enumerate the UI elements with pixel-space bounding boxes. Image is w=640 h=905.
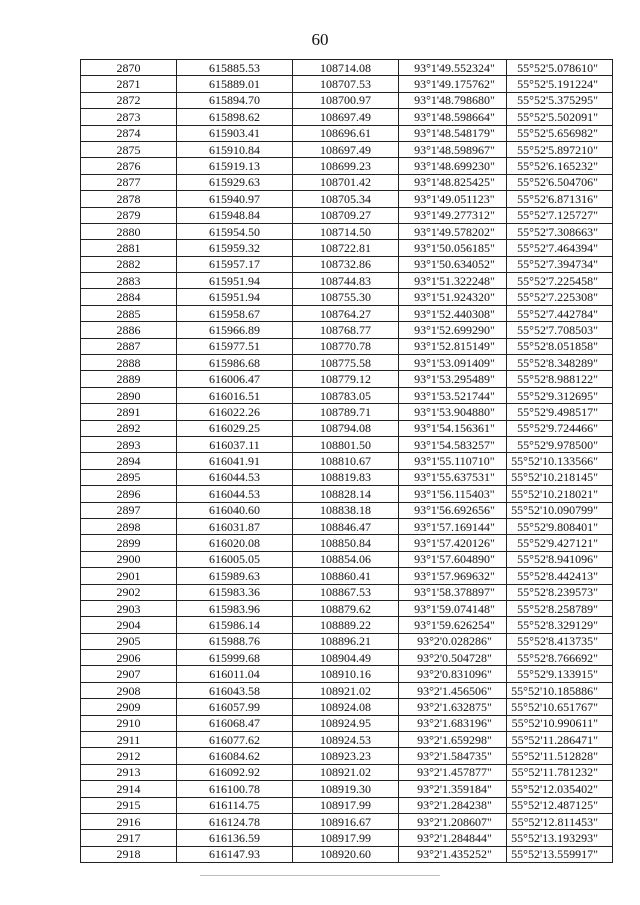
longitude-cell: 93°1'53.521744" [399,387,507,403]
point-number-cell: 2875 [81,141,177,157]
longitude-cell: 93°1'48.798680" [399,92,507,108]
x-coordinate-cell: 616031.87 [177,518,293,534]
y-coordinate-cell: 108707.53 [293,76,399,92]
point-number-cell: 2910 [81,715,177,731]
table-row [81,600,613,616]
table-row [81,633,613,649]
x-coordinate-cell: 615983.36 [177,584,293,600]
longitude-cell: 93°2'1.359184" [399,781,507,797]
y-coordinate-cell: 108917.99 [293,797,399,813]
table-row [81,322,613,338]
latitude-cell: 55°52'5.078610" [507,60,613,76]
y-coordinate-cell: 108783.05 [293,387,399,403]
point-number-cell: 2901 [81,568,177,584]
latitude-cell: 55°52'11.512828" [507,748,613,764]
table-row [81,568,613,584]
y-coordinate-cell: 108697.49 [293,109,399,125]
point-number-cell: 2898 [81,518,177,534]
x-coordinate-cell: 615966.89 [177,322,293,338]
x-coordinate-cell: 615999.68 [177,650,293,666]
latitude-cell: 55°52'8.051858" [507,338,613,354]
y-coordinate-cell: 108916.67 [293,813,399,829]
point-number-cell: 2891 [81,404,177,420]
table-row [81,420,613,436]
latitude-cell: 55°52'7.394734" [507,256,613,272]
point-number-cell: 2905 [81,633,177,649]
x-coordinate-cell: 616020.08 [177,535,293,551]
table-row [81,797,613,813]
longitude-cell: 93°1'49.051123" [399,191,507,207]
y-coordinate-cell: 108744.83 [293,273,399,289]
longitude-cell: 93°1'57.420126" [399,535,507,551]
latitude-cell: 55°52'12.035402" [507,781,613,797]
point-number-cell: 2886 [81,322,177,338]
longitude-cell: 93°1'49.578202" [399,223,507,239]
latitude-cell: 55°52'6.504706" [507,174,613,190]
table-row [81,486,613,502]
y-coordinate-cell: 108924.08 [293,699,399,715]
latitude-cell: 55°52'7.225458" [507,273,613,289]
latitude-cell: 55°52'9.312695" [507,387,613,403]
latitude-cell: 55°52'6.871316" [507,191,613,207]
y-coordinate-cell: 108860.41 [293,568,399,584]
latitude-cell: 55°52'10.090799" [507,502,613,518]
y-coordinate-cell: 108889.22 [293,617,399,633]
table-row [81,207,613,223]
x-coordinate-cell: 616136.59 [177,830,293,846]
latitude-cell: 55°52'8.348289" [507,355,613,371]
table-row [81,551,613,567]
latitude-cell: 55°52'8.413735" [507,633,613,649]
table-row [81,518,613,534]
table-row [81,715,613,731]
latitude-cell: 55°52'9.724466" [507,420,613,436]
longitude-cell: 93°1'59.074148" [399,600,507,616]
latitude-cell: 55°52'7.708503" [507,322,613,338]
point-number-cell: 2899 [81,535,177,551]
x-coordinate-cell: 616029.25 [177,420,293,436]
x-coordinate-cell: 616005.05 [177,551,293,567]
point-number-cell: 2890 [81,387,177,403]
x-coordinate-cell: 615929.63 [177,174,293,190]
point-number-cell: 2885 [81,305,177,321]
longitude-cell: 93°1'52.440308" [399,305,507,321]
y-coordinate-cell: 108819.83 [293,469,399,485]
latitude-cell: 55°52'7.125727" [507,207,613,223]
x-coordinate-cell: 615977.51 [177,338,293,354]
longitude-cell: 93°1'55.637531" [399,469,507,485]
x-coordinate-cell: 616037.11 [177,436,293,452]
x-coordinate-cell: 616077.62 [177,732,293,748]
y-coordinate-cell: 108921.02 [293,682,399,698]
table-row [81,76,613,92]
x-coordinate-cell: 616100.78 [177,781,293,797]
y-coordinate-cell: 108828.14 [293,486,399,502]
table-row [81,338,613,354]
longitude-cell: 93°1'58.378897" [399,584,507,600]
table-row [81,174,613,190]
latitude-cell: 55°52'8.941096" [507,551,613,567]
longitude-cell: 93°1'52.699290" [399,322,507,338]
table-row [81,666,613,682]
table-row [81,240,613,256]
y-coordinate-cell: 108779.12 [293,371,399,387]
longitude-cell: 93°2'1.683196" [399,715,507,731]
y-coordinate-cell: 108854.06 [293,551,399,567]
longitude-cell: 93°1'49.552324" [399,60,507,76]
point-number-cell: 2904 [81,617,177,633]
longitude-cell: 93°2'1.584735" [399,748,507,764]
table-row [81,92,613,108]
footer-rule [200,875,440,876]
point-number-cell: 2873 [81,109,177,125]
y-coordinate-cell: 108700.97 [293,92,399,108]
point-number-cell: 2914 [81,781,177,797]
longitude-cell: 93°2'1.457877" [399,764,507,780]
y-coordinate-cell: 108921.02 [293,764,399,780]
x-coordinate-cell: 615951.94 [177,289,293,305]
longitude-cell: 93°2'1.435252" [399,846,507,862]
y-coordinate-cell: 108701.42 [293,174,399,190]
point-number-cell: 2889 [81,371,177,387]
y-coordinate-cell: 108850.84 [293,535,399,551]
longitude-cell: 93°1'50.634052" [399,256,507,272]
longitude-cell: 93°1'48.699230" [399,158,507,174]
y-coordinate-cell: 108838.18 [293,502,399,518]
latitude-cell: 55°52'10.133566" [507,453,613,469]
y-coordinate-cell: 108732.86 [293,256,399,272]
x-coordinate-cell: 615958.67 [177,305,293,321]
y-coordinate-cell: 108697.49 [293,141,399,157]
table-row [81,404,613,420]
latitude-cell: 55°52'9.978500" [507,436,613,452]
point-number-cell: 2911 [81,732,177,748]
point-number-cell: 2917 [81,830,177,846]
x-coordinate-cell: 615989.63 [177,568,293,584]
longitude-cell: 93°2'0.504728" [399,650,507,666]
latitude-cell: 55°52'8.442413" [507,568,613,584]
latitude-cell: 55°52'7.464394" [507,240,613,256]
latitude-cell: 55°52'11.781232" [507,764,613,780]
point-number-cell: 2883 [81,273,177,289]
y-coordinate-cell: 108709.27 [293,207,399,223]
longitude-cell: 93°1'54.583257" [399,436,507,452]
longitude-cell: 93°1'48.825425" [399,174,507,190]
longitude-cell: 93°1'59.626254" [399,617,507,633]
point-number-cell: 2876 [81,158,177,174]
point-number-cell: 2912 [81,748,177,764]
point-number-cell: 2907 [81,666,177,682]
x-coordinate-cell: 616044.53 [177,486,293,502]
x-coordinate-cell: 615894.70 [177,92,293,108]
x-coordinate-cell: 615983.96 [177,600,293,616]
x-coordinate-cell: 616006.47 [177,371,293,387]
table-row [81,436,613,452]
latitude-cell: 55°52'8.258789" [507,600,613,616]
table-row [81,223,613,239]
x-coordinate-cell: 615957.17 [177,256,293,272]
y-coordinate-cell: 108846.47 [293,518,399,534]
longitude-cell: 93°1'48.548179" [399,125,507,141]
longitude-cell: 93°1'56.692656" [399,502,507,518]
latitude-cell: 55°52'8.329129" [507,617,613,633]
point-number-cell: 2900 [81,551,177,567]
point-number-cell: 2894 [81,453,177,469]
table-row [81,732,613,748]
latitude-cell: 55°52'5.656982" [507,125,613,141]
x-coordinate-cell: 615948.84 [177,207,293,223]
longitude-cell: 93°1'53.295489" [399,371,507,387]
latitude-cell: 55°52'8.239573" [507,584,613,600]
longitude-cell: 93°1'48.598967" [399,141,507,157]
y-coordinate-cell: 108722.81 [293,240,399,256]
x-coordinate-cell: 615885.53 [177,60,293,76]
point-number-cell: 2918 [81,846,177,862]
x-coordinate-cell: 616092.92 [177,764,293,780]
table-row [81,453,613,469]
latitude-cell: 55°52'10.651767" [507,699,613,715]
longitude-cell: 93°2'1.456506" [399,682,507,698]
table-row [81,305,613,321]
x-coordinate-cell: 615889.01 [177,76,293,92]
y-coordinate-cell: 108770.78 [293,338,399,354]
latitude-cell: 55°52'9.133915" [507,666,613,682]
longitude-cell: 93°1'53.904880" [399,404,507,420]
x-coordinate-cell: 616011.04 [177,666,293,682]
table-row [81,830,613,846]
point-number-cell: 2892 [81,420,177,436]
table-row [81,256,613,272]
longitude-cell: 93°1'53.091409" [399,355,507,371]
point-number-cell: 2878 [81,191,177,207]
x-coordinate-cell: 615940.97 [177,191,293,207]
latitude-cell: 55°52'8.988122" [507,371,613,387]
point-number-cell: 2908 [81,682,177,698]
point-number-cell: 2897 [81,502,177,518]
table-row [81,813,613,829]
latitude-cell: 55°52'7.308663" [507,223,613,239]
table-row [81,191,613,207]
latitude-cell: 55°52'7.225308" [507,289,613,305]
latitude-cell: 55°52'8.766692" [507,650,613,666]
point-number-cell: 2881 [81,240,177,256]
table-row [81,699,613,715]
y-coordinate-cell: 108924.53 [293,732,399,748]
x-coordinate-cell: 616044.53 [177,469,293,485]
latitude-cell: 55°52'5.375295" [507,92,613,108]
table-row [81,371,613,387]
y-coordinate-cell: 108923.23 [293,748,399,764]
latitude-cell: 55°52'10.990611" [507,715,613,731]
x-coordinate-cell: 615986.14 [177,617,293,633]
latitude-cell: 55°52'6.165232" [507,158,613,174]
point-number-cell: 2916 [81,813,177,829]
x-coordinate-cell: 616022.26 [177,404,293,420]
point-number-cell: 2874 [81,125,177,141]
longitude-cell: 93°2'1.208607" [399,813,507,829]
longitude-cell: 93°1'57.169144" [399,518,507,534]
y-coordinate-cell: 108917.99 [293,830,399,846]
y-coordinate-cell: 108775.58 [293,355,399,371]
y-coordinate-cell: 108768.77 [293,322,399,338]
table-row [81,109,613,125]
table-row [81,355,613,371]
latitude-cell: 55°52'13.193293" [507,830,613,846]
table-row [81,650,613,666]
point-number-cell: 2872 [81,92,177,108]
point-number-cell: 2913 [81,764,177,780]
point-number-cell: 2902 [81,584,177,600]
table-row [81,141,613,157]
longitude-cell: 93°1'51.322248" [399,273,507,289]
x-coordinate-cell: 616040.60 [177,502,293,518]
x-coordinate-cell: 615903.41 [177,125,293,141]
y-coordinate-cell: 108924.95 [293,715,399,731]
latitude-cell: 55°52'9.427121" [507,535,613,551]
table-row [81,387,613,403]
y-coordinate-cell: 108764.27 [293,305,399,321]
point-number-cell: 2882 [81,256,177,272]
point-number-cell: 2888 [81,355,177,371]
x-coordinate-cell: 616084.62 [177,748,293,764]
latitude-cell: 55°52'9.808401" [507,518,613,534]
table-row [81,158,613,174]
y-coordinate-cell: 108714.50 [293,223,399,239]
x-coordinate-cell: 615988.76 [177,633,293,649]
y-coordinate-cell: 108794.08 [293,420,399,436]
point-number-cell: 2906 [81,650,177,666]
longitude-cell: 93°2'1.632875" [399,699,507,715]
y-coordinate-cell: 108755.30 [293,289,399,305]
table-row [81,617,613,633]
point-number-cell: 2896 [81,486,177,502]
table-row [81,781,613,797]
y-coordinate-cell: 108919.30 [293,781,399,797]
longitude-cell: 93°1'49.277312" [399,207,507,223]
y-coordinate-cell: 108904.49 [293,650,399,666]
latitude-cell: 55°52'10.218145" [507,469,613,485]
table-row [81,125,613,141]
point-number-cell: 2880 [81,223,177,239]
y-coordinate-cell: 108699.23 [293,158,399,174]
x-coordinate-cell: 616057.99 [177,699,293,715]
latitude-cell: 55°52'10.218021" [507,486,613,502]
longitude-cell: 93°1'49.175762" [399,76,507,92]
coordinates-table [80,59,613,863]
longitude-cell: 93°1'48.598664" [399,109,507,125]
point-number-cell: 2895 [81,469,177,485]
longitude-cell: 93°1'55.110710" [399,453,507,469]
point-number-cell: 2884 [81,289,177,305]
x-coordinate-cell: 615986.68 [177,355,293,371]
point-number-cell: 2903 [81,600,177,616]
y-coordinate-cell: 108789.71 [293,404,399,420]
table-row [81,535,613,551]
x-coordinate-cell: 615954.50 [177,223,293,239]
latitude-cell: 55°52'12.811453" [507,813,613,829]
longitude-cell: 93°2'0.028286" [399,633,507,649]
latitude-cell: 55°52'11.286471" [507,732,613,748]
x-coordinate-cell: 616068.47 [177,715,293,731]
latitude-cell: 55°52'5.191224" [507,76,613,92]
latitude-cell: 55°52'5.897210" [507,141,613,157]
longitude-cell: 93°1'57.604890" [399,551,507,567]
x-coordinate-cell: 616041.91 [177,453,293,469]
table-row [81,682,613,698]
latitude-cell: 55°52'12.487125" [507,797,613,813]
longitude-cell: 93°2'1.284238" [399,797,507,813]
table-row [81,846,613,862]
y-coordinate-cell: 108705.34 [293,191,399,207]
x-coordinate-cell: 616043.58 [177,682,293,698]
y-coordinate-cell: 108920.60 [293,846,399,862]
point-number-cell: 2915 [81,797,177,813]
point-number-cell: 2871 [81,76,177,92]
point-number-cell: 2909 [81,699,177,715]
table-row [81,584,613,600]
longitude-cell: 93°2'0.831096" [399,666,507,682]
y-coordinate-cell: 108896.21 [293,633,399,649]
y-coordinate-cell: 108714.08 [293,60,399,76]
x-coordinate-cell: 615951.94 [177,273,293,289]
point-number-cell: 2877 [81,174,177,190]
longitude-cell: 93°1'57.969632" [399,568,507,584]
point-number-cell: 2887 [81,338,177,354]
longitude-cell: 93°1'52.815149" [399,338,507,354]
y-coordinate-cell: 108696.61 [293,125,399,141]
table-row [81,273,613,289]
x-coordinate-cell: 615919.13 [177,158,293,174]
longitude-cell: 93°1'51.924320" [399,289,507,305]
longitude-cell: 93°2'1.659298" [399,732,507,748]
y-coordinate-cell: 108801.50 [293,436,399,452]
x-coordinate-cell: 615959.32 [177,240,293,256]
table-row [81,469,613,485]
table-row [81,764,613,780]
coordinates-table-body [81,60,613,863]
y-coordinate-cell: 108879.62 [293,600,399,616]
point-number-cell: 2879 [81,207,177,223]
latitude-cell: 55°52'7.442784" [507,305,613,321]
point-number-cell: 2893 [81,436,177,452]
point-number-cell: 2870 [81,60,177,76]
x-coordinate-cell: 615910.84 [177,141,293,157]
table-row [81,502,613,518]
longitude-cell: 93°1'50.056185" [399,240,507,256]
page-number: 60 [311,30,329,49]
y-coordinate-cell: 108810.67 [293,453,399,469]
x-coordinate-cell: 615898.62 [177,109,293,125]
x-coordinate-cell: 616147.93 [177,846,293,862]
y-coordinate-cell: 108867.53 [293,584,399,600]
table-row [81,60,613,76]
y-coordinate-cell: 108910.16 [293,666,399,682]
table-row [81,748,613,764]
latitude-cell: 55°52'10.185886" [507,682,613,698]
longitude-cell: 93°1'56.115403" [399,486,507,502]
latitude-cell: 55°52'9.498517" [507,404,613,420]
longitude-cell: 93°2'1.284844" [399,830,507,846]
x-coordinate-cell: 616124.78 [177,813,293,829]
x-coordinate-cell: 616114.75 [177,797,293,813]
table-row [81,289,613,305]
latitude-cell: 55°52'13.559917" [507,846,613,862]
longitude-cell: 93°1'54.156361" [399,420,507,436]
x-coordinate-cell: 616016.51 [177,387,293,403]
latitude-cell: 55°52'5.502091" [507,109,613,125]
